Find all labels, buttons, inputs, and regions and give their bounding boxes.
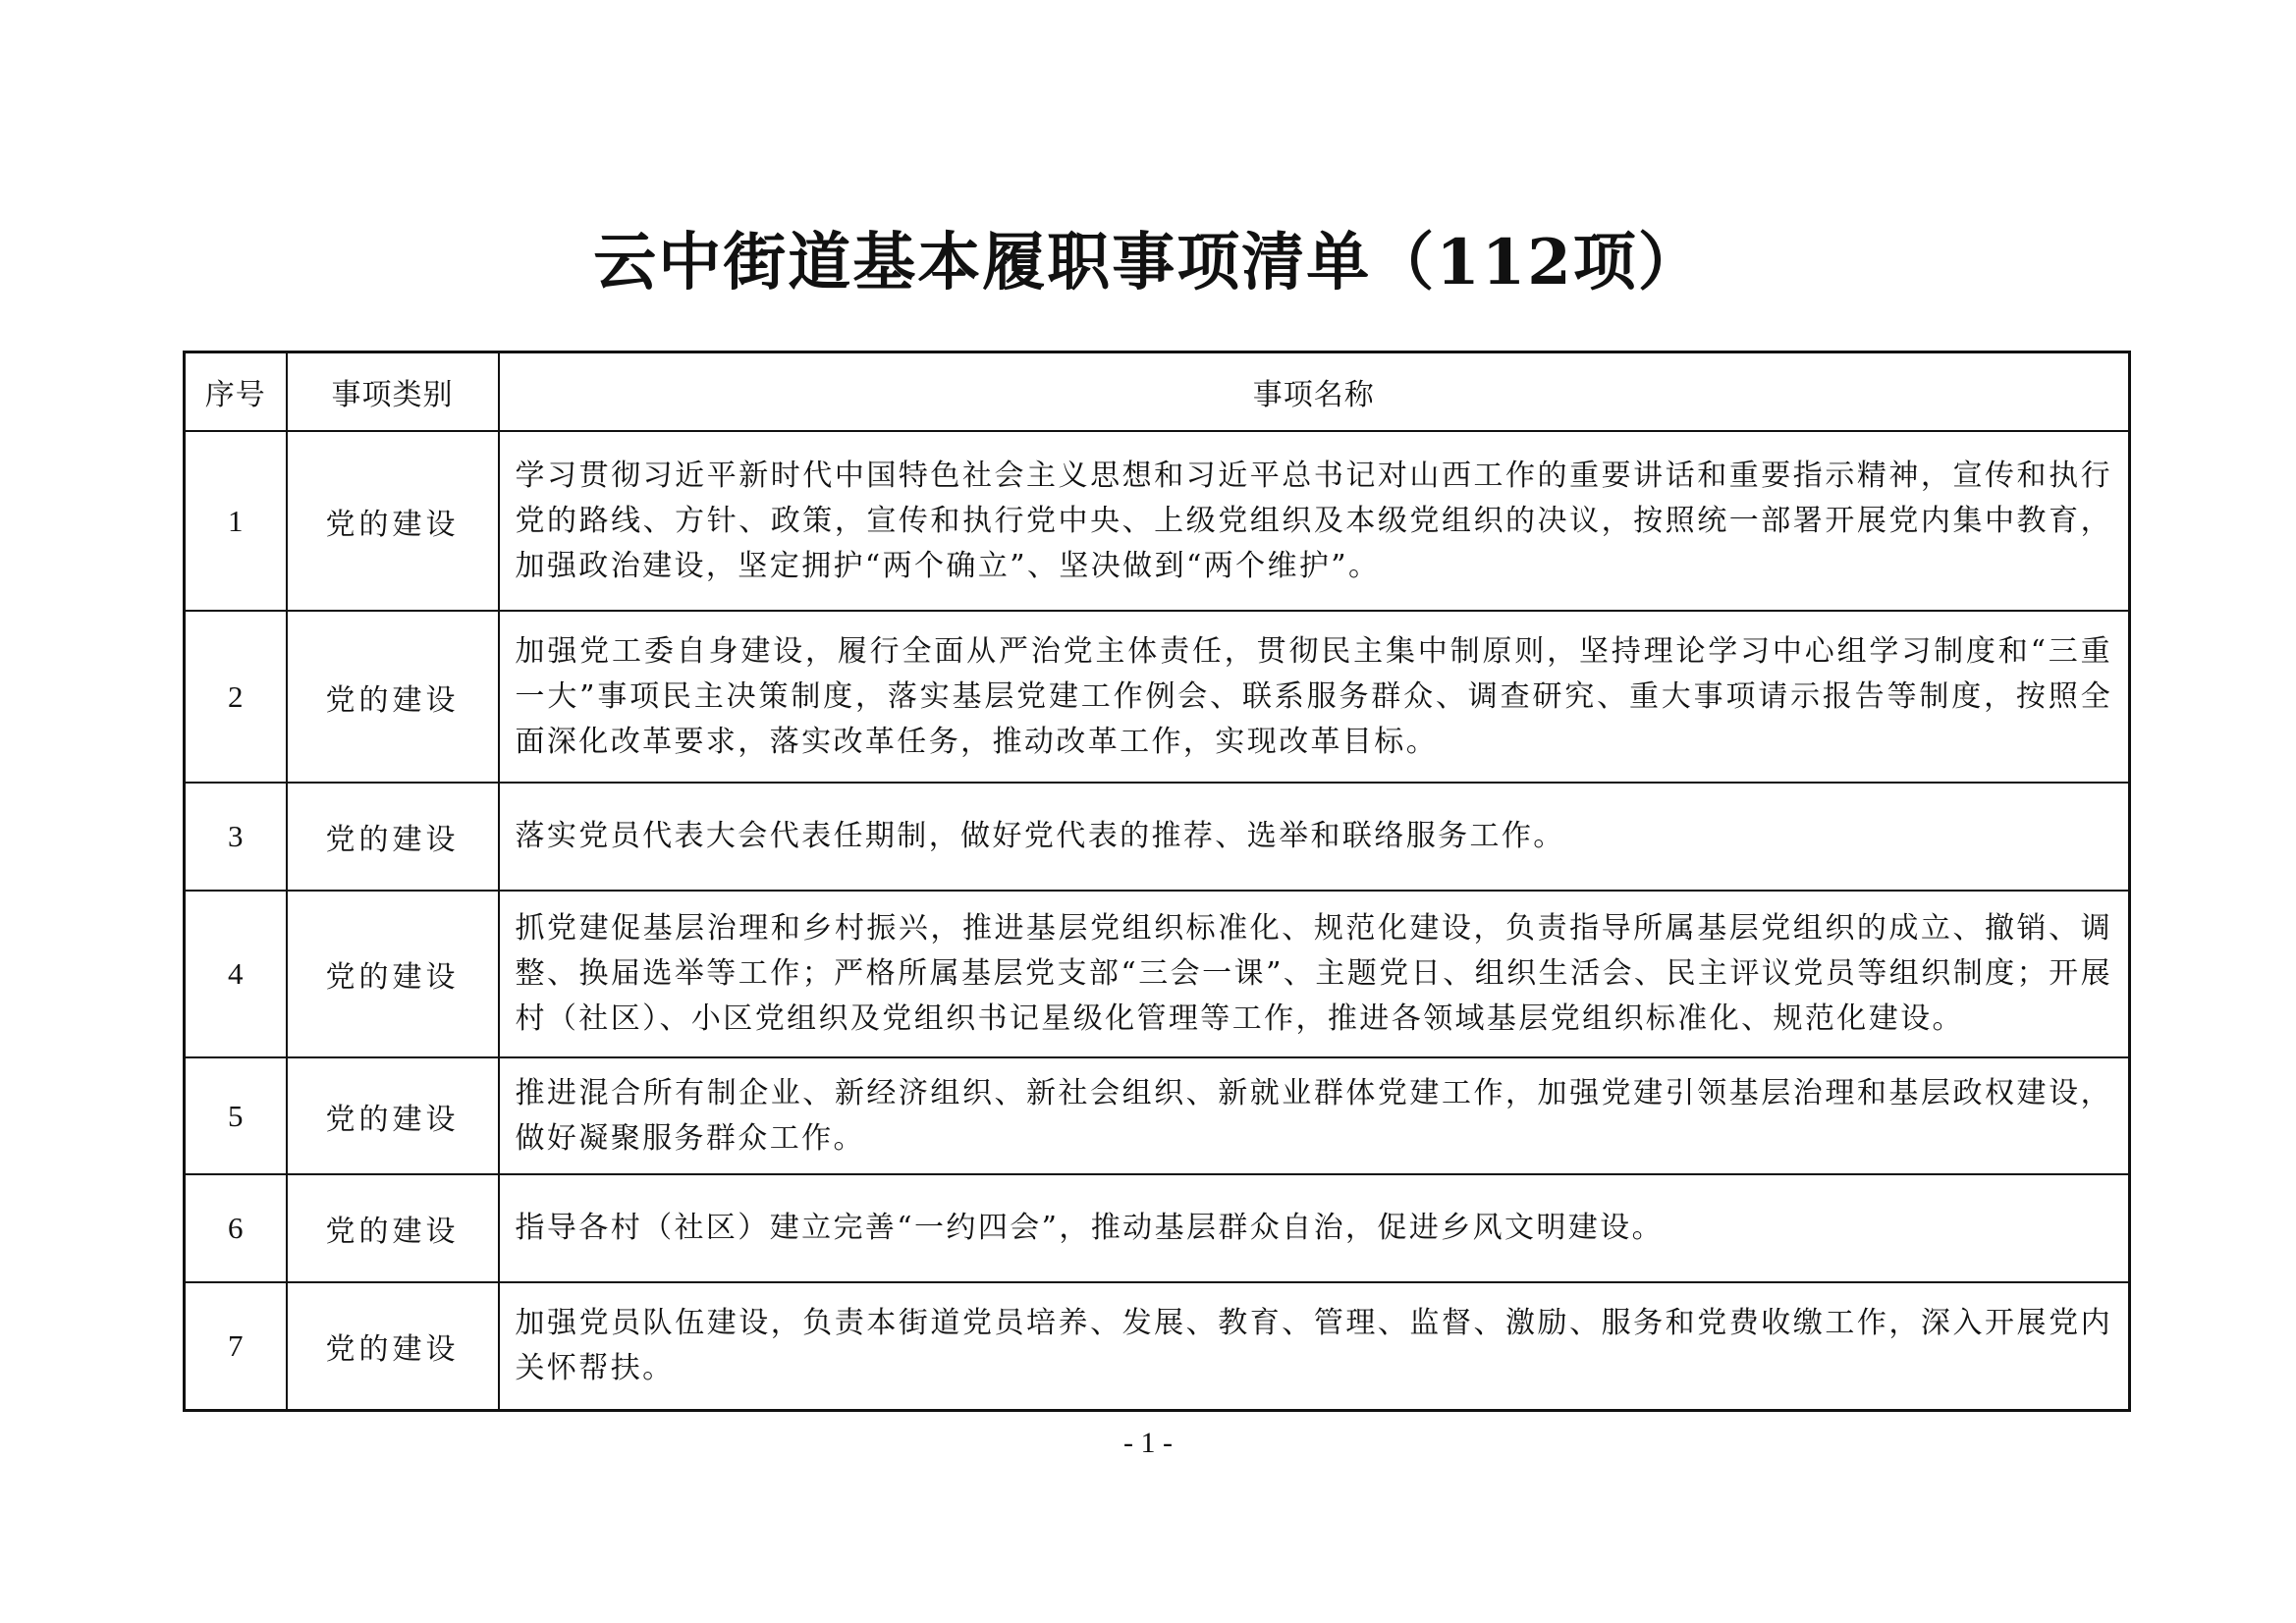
table-row	[185, 891, 2130, 1057]
row-serial-number: 6	[185, 1174, 287, 1282]
header-item-name: 事项名称	[499, 352, 2130, 432]
row-serial-number: 4	[185, 891, 287, 1057]
row-item-name: 抓党建促基层治理和乡村振兴，推进基层党组织标准化、规范化建设，负责指导所属基层党组织的成立、撤销、调整、换届选举等工作；严格所属基层党支部“三会一课”、主题党日、组织生活会、民主评议党员等组织制度；开展村（社区）、小区党组织及党组织书记星级化管理等工作，推进各领域基层党组织标准化、规范化建设。	[499, 891, 2130, 1057]
table-row	[185, 783, 2130, 891]
row-item-name: 指导各村（社区）建立完善“一约四会”，推动基层群众自治，促进乡风文明建设。	[499, 1174, 2130, 1282]
table-row	[185, 1282, 2130, 1410]
row-serial-number: 3	[185, 783, 287, 891]
table-row	[185, 1174, 2130, 1282]
row-item-name: 推进混合所有制企业、新经济组织、新社会组织、新就业群体党建工作，加强党建引领基层治理和基层政权建设，做好凝聚服务群众工作。	[499, 1057, 2130, 1174]
row-item-name: 加强党工委自身建设，履行全面从严治党主体责任，贯彻民主集中制原则，坚持理论学习中心组学习制度和“三重一大”事项民主决策制度，落实基层党建工作例会、联系服务群众、调查研究、重大事项请示报告等制度，按照全面深化改革要求，落实改革任务，推动改革工作，实现改革目标。	[499, 611, 2130, 783]
row-category: 党的建设	[287, 1057, 499, 1174]
row-item-name: 加强党员队伍建设，负责本街道党员培养、发展、教育、管理、监督、激励、服务和党费收缴工作，深入开展党内关怀帮扶。	[499, 1282, 2130, 1410]
document-title: 云中街道基本履职事项清单（112项）	[593, 226, 1703, 299]
row-serial-number: 2	[185, 611, 287, 783]
duty-items-table	[183, 351, 2131, 1412]
table-header-row	[185, 352, 2130, 432]
row-category: 党的建设	[287, 431, 499, 611]
row-item-name: 落实党员代表大会代表任期制，做好党代表的推荐、选举和联络服务工作。	[499, 783, 2130, 891]
row-serial-number: 5	[185, 1057, 287, 1174]
table-row	[185, 1057, 2130, 1174]
row-category: 党的建设	[287, 1282, 499, 1410]
row-serial-number: 1	[185, 431, 287, 611]
page-number: - 1 -	[1123, 1427, 1173, 1459]
row-serial-number: 7	[185, 1282, 287, 1410]
header-serial-number: 序号	[185, 352, 287, 432]
row-category: 党的建设	[287, 1174, 499, 1282]
header-item-category: 事项类别	[287, 352, 499, 432]
row-item-name: 学习贯彻习近平新时代中国特色社会主义思想和习近平总书记对山西工作的重要讲话和重要指示精神，宣传和执行党的路线、方针、政策，宣传和执行党中央、上级党组织及本级党组织的决议，按照统一部署开展党内集中教育，加强政治建设，坚定拥护“两个确立”、坚决做到“两个维护”。	[499, 431, 2130, 611]
row-category: 党的建设	[287, 891, 499, 1057]
table-row	[185, 431, 2130, 611]
row-category: 党的建设	[287, 611, 499, 783]
table-row	[185, 611, 2130, 783]
row-category: 党的建设	[287, 783, 499, 891]
